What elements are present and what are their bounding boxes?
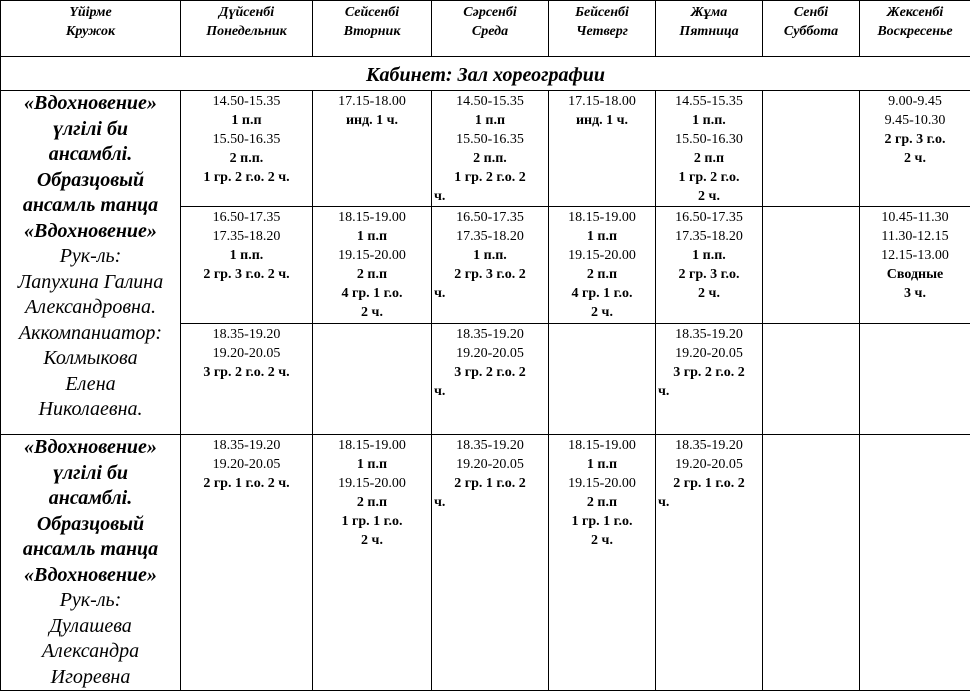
schedule-cell xyxy=(860,435,970,691)
schedule-cell xyxy=(181,207,313,324)
group-info: 2 гр. 1 г.о. 2 xyxy=(658,474,760,493)
schedule-cell xyxy=(313,91,432,207)
schedule-cell xyxy=(860,207,970,324)
time-slot: 19.20-20.05 xyxy=(658,455,760,474)
time-slot: 15.50-16.30 xyxy=(658,130,760,149)
group-info: 1 п.п. xyxy=(658,111,760,130)
schedule-cell xyxy=(763,91,860,207)
time-slot: 18.15-19.00 xyxy=(551,436,653,455)
group-info: 2 ч. xyxy=(658,187,760,206)
time-slot: 9.45-10.30 xyxy=(862,111,968,130)
header-group-col xyxy=(1,1,181,57)
group-leader-line: Аккомпаниатор: xyxy=(1,321,180,347)
group-title-line: ансамль танца xyxy=(1,193,180,219)
group-info: 1 п.п xyxy=(315,227,429,246)
header-day: Дүйсенбі Понедельник xyxy=(181,1,313,57)
time-slot: 14.50-15.35 xyxy=(183,92,310,111)
group-leader-line: Елена xyxy=(1,372,180,398)
schedule-cell xyxy=(549,91,656,207)
time-slot: 15.50-16.35 xyxy=(183,130,310,149)
time-slot: 14.50-15.35 xyxy=(434,92,546,111)
schedule-cell xyxy=(313,435,432,691)
group-info: 2 гр. 1 г.о. 2 xyxy=(434,474,546,493)
group-info: 3 ч. xyxy=(862,284,968,303)
time-slot: 18.15-19.00 xyxy=(551,208,653,227)
group-info: 3 гр. 2 г.о. 2 xyxy=(434,363,546,382)
header-day: Жұма Пятница xyxy=(656,1,763,57)
group-info: ч. xyxy=(434,493,546,512)
group-info: инд. 1 ч. xyxy=(315,111,429,130)
schedule-cell xyxy=(763,207,860,324)
group-title-line: Образцовый xyxy=(1,512,180,538)
header-day: Сенбі Суббота xyxy=(763,1,860,57)
group-title-line: үлгілі би xyxy=(1,117,180,143)
time-slot: 18.35-19.20 xyxy=(434,436,546,455)
time-slot: 14.55-15.35 xyxy=(658,92,760,111)
group-leader-line: Александра xyxy=(1,639,180,665)
group-info: 3 гр. 2 г.о. 2 xyxy=(658,363,760,382)
time-slot: 19.20-20.05 xyxy=(658,344,760,363)
group-leader-line: Дулашева xyxy=(1,614,180,640)
time-slot: 19.20-20.05 xyxy=(183,344,310,363)
time-slot: 19.15-20.00 xyxy=(551,246,653,265)
group-info: ч. xyxy=(434,284,546,303)
group-info: 2 п.п xyxy=(658,149,760,168)
schedule-cell xyxy=(860,91,970,207)
header-row xyxy=(1,1,970,57)
group-title-line: Образцовый xyxy=(1,168,180,194)
time-slot: 19.20-20.05 xyxy=(183,455,310,474)
group-info: 2 гр. 1 г.о. 2 ч. xyxy=(183,474,310,493)
group-title-line: «Вдохновение» xyxy=(1,91,180,117)
group-info: 2 п.п xyxy=(315,493,429,512)
group-info: 1 п.п xyxy=(183,111,310,130)
group-info: Сводные xyxy=(862,265,968,284)
time-slot: 17.15-18.00 xyxy=(315,92,429,111)
group-title-line: «Вдохновение» xyxy=(1,219,180,245)
group-info: 2 ч. xyxy=(551,531,653,550)
group-info: 2 п.п xyxy=(551,493,653,512)
group-info: 1 п.п xyxy=(551,455,653,474)
group-info: 1 гр. 2 г.о. 2 xyxy=(434,168,546,187)
group-leader-line: Рук-ль: xyxy=(1,588,180,614)
group-info: 1 гр. 1 г.о. xyxy=(315,512,429,531)
schedule-cell xyxy=(549,435,656,691)
group-leader-line: Александровна. xyxy=(1,295,180,321)
header-group-kz: Үйірме xyxy=(69,5,111,20)
time-slot: 16.50-17.35 xyxy=(183,208,310,227)
group-leader-line: Николаевна. xyxy=(1,397,180,423)
schedule-cell xyxy=(181,91,313,207)
time-slot: 18.15-19.00 xyxy=(315,208,429,227)
group-info: ч. xyxy=(434,382,546,401)
group-info: ч. xyxy=(434,187,546,206)
group-info: 2 ч. xyxy=(315,303,429,322)
group1-row xyxy=(1,91,970,207)
time-slot: 10.45-11.30 xyxy=(862,208,968,227)
group-info: 2 гр. 3 г.о. xyxy=(658,265,760,284)
time-slot: 18.35-19.20 xyxy=(658,436,760,455)
group-info: 4 гр. 1 г.о. xyxy=(315,284,429,303)
group-info: 2 п.п xyxy=(315,265,429,284)
header-group-ru: Кружок xyxy=(66,24,115,39)
schedule-cell xyxy=(432,435,549,691)
schedule-cell xyxy=(763,435,860,691)
schedule-cell xyxy=(181,324,313,435)
time-slot: 15.50-16.35 xyxy=(434,130,546,149)
time-slot: 11.30-12.15 xyxy=(862,227,968,246)
time-slot: 19.20-20.05 xyxy=(434,344,546,363)
group-info: ч. xyxy=(658,382,760,401)
time-slot: 18.35-19.20 xyxy=(183,436,310,455)
group-leader-line: Колмыкова xyxy=(1,346,180,372)
time-slot: 16.50-17.35 xyxy=(434,208,546,227)
group-leader-line: Рук-ль: xyxy=(1,244,180,270)
schedule-cell xyxy=(432,324,549,435)
group-info: 1 п.п. xyxy=(183,246,310,265)
group-info: 1 п.п. xyxy=(434,246,546,265)
header-day: Сейсенбі Вторник xyxy=(313,1,432,57)
schedule-cell xyxy=(860,324,970,435)
schedule-cell xyxy=(763,324,860,435)
group-info: 2 п.п. xyxy=(434,149,546,168)
group-info: 2 ч. xyxy=(315,531,429,550)
group-title-line: «Вдохновение» xyxy=(1,435,180,461)
schedule-cell xyxy=(656,207,763,324)
time-slot: 17.35-18.20 xyxy=(434,227,546,246)
time-slot: 17.35-18.20 xyxy=(658,227,760,246)
group-info: 2 гр. 3 г.о. 2 ч. xyxy=(183,265,310,284)
group-info: 2 п.п xyxy=(551,265,653,284)
schedule-cell xyxy=(656,324,763,435)
time-slot: 19.15-20.00 xyxy=(315,246,429,265)
group2-row xyxy=(1,435,970,691)
time-slot: 19.20-20.05 xyxy=(434,455,546,474)
time-slot: 18.35-19.20 xyxy=(658,325,760,344)
time-slot: 18.35-19.20 xyxy=(183,325,310,344)
group-title-line: ансамблі. xyxy=(1,486,180,512)
group-info: 1 гр. 1 г.о. xyxy=(551,512,653,531)
group-info: инд. 1 ч. xyxy=(551,111,653,130)
group-title-line: ансамль танца xyxy=(1,537,180,563)
group-info: 2 ч. xyxy=(658,284,760,303)
group-info: 2 п.п. xyxy=(183,149,310,168)
schedule-cell xyxy=(432,207,549,324)
group-info: 2 ч. xyxy=(862,149,968,168)
group-info: 1 гр. 2 г.о. xyxy=(658,168,760,187)
time-slot: 19.15-20.00 xyxy=(551,474,653,493)
group-info: ч. xyxy=(658,493,760,512)
group-info: 1 п.п xyxy=(551,227,653,246)
group-info: 2 гр. 3 г.о. 2 xyxy=(434,265,546,284)
time-slot: 18.35-19.20 xyxy=(434,325,546,344)
group-info: 1 п.п xyxy=(315,455,429,474)
cabinet-title: Кабинет: Зал хореографии xyxy=(1,57,970,91)
schedule-cell xyxy=(181,435,313,691)
schedule-cell xyxy=(656,91,763,207)
schedule-cell xyxy=(313,324,432,435)
time-slot: 12.15-13.00 xyxy=(862,246,968,265)
schedule-cell xyxy=(432,91,549,207)
schedule-cell xyxy=(549,207,656,324)
group-leader-line: Лапухина Галина xyxy=(1,270,180,296)
schedule-cell xyxy=(549,324,656,435)
group1-name xyxy=(1,91,181,435)
schedule-cell xyxy=(656,435,763,691)
group-title-line: ансамблі. xyxy=(1,142,180,168)
group-leader-line: Игоревна xyxy=(1,665,180,691)
cabinet-row xyxy=(1,57,970,91)
schedule-cell xyxy=(313,207,432,324)
header-day: Бейсенбі Четверг xyxy=(549,1,656,57)
group2-name xyxy=(1,435,181,691)
group-info: 1 гр. 2 г.о. 2 ч. xyxy=(183,168,310,187)
group-title-line: «Вдохновение» xyxy=(1,563,180,589)
time-slot: 16.50-17.35 xyxy=(658,208,760,227)
group-info: 1 п.п. xyxy=(658,246,760,265)
group-title-line: үлгілі би xyxy=(1,461,180,487)
time-slot: 18.15-19.00 xyxy=(315,436,429,455)
time-slot: 9.00-9.45 xyxy=(862,92,968,111)
header-day: Жексенбі Воскресенье xyxy=(860,1,970,57)
group-info: 1 п.п xyxy=(434,111,546,130)
group-info: 2 гр. 3 г.о. xyxy=(862,130,968,149)
group-info: 2 ч. xyxy=(551,303,653,322)
group-info: 4 гр. 1 г.о. xyxy=(551,284,653,303)
time-slot: 19.15-20.00 xyxy=(315,474,429,493)
time-slot: 17.15-18.00 xyxy=(551,92,653,111)
group-info: 3 гр. 2 г.о. 2 ч. xyxy=(183,363,310,382)
time-slot: 17.35-18.20 xyxy=(183,227,310,246)
header-day: Сәрсенбі Среда xyxy=(432,1,549,57)
